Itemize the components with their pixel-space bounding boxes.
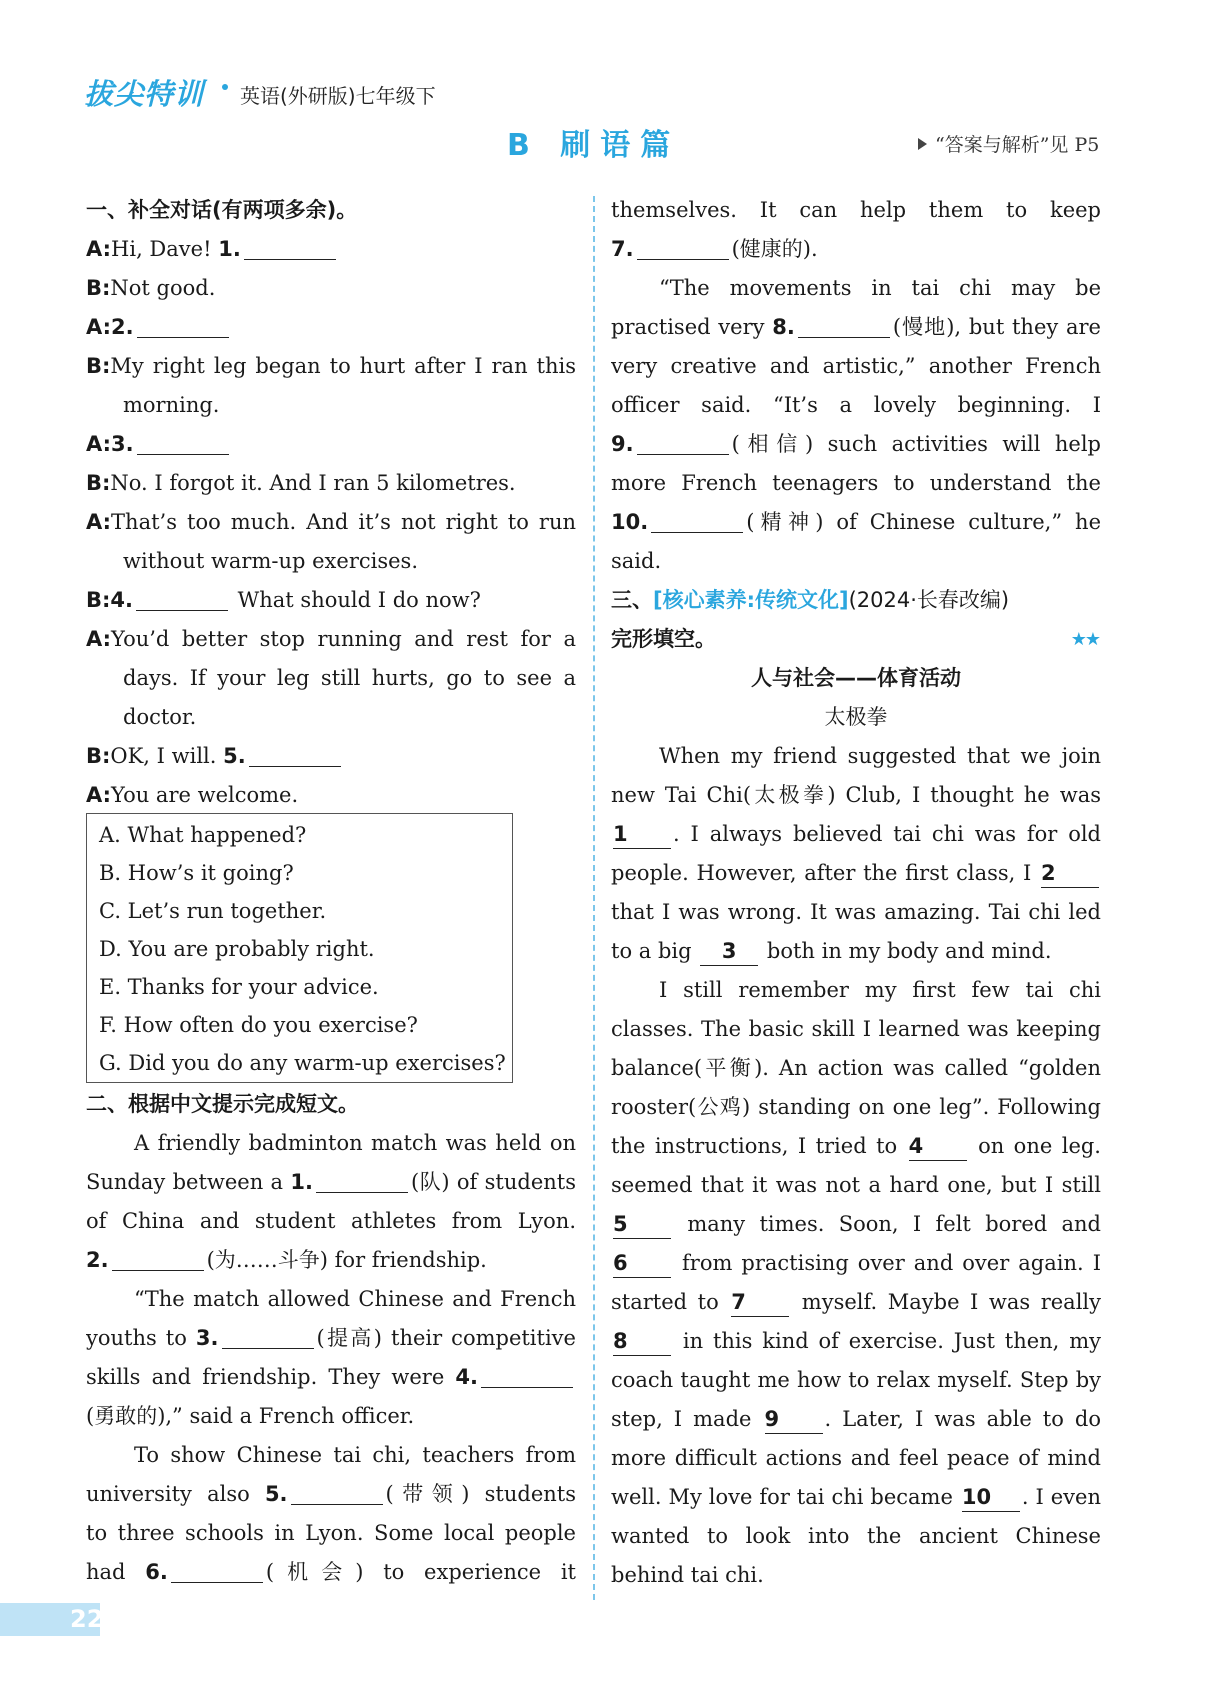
passage-text: both in my body and mind. — [760, 939, 1052, 963]
passage-line — [611, 1010, 1101, 1049]
dialogue-line — [86, 776, 576, 815]
question-number: 7. — [611, 237, 634, 261]
answer-blank[interactable] — [316, 1166, 408, 1193]
dialogue-line — [86, 464, 576, 503]
speaker-label: A: — [86, 237, 112, 261]
speaker-label: A: — [86, 783, 112, 807]
passage-line — [611, 347, 1101, 386]
numbered-blank[interactable]: 6 — [613, 1249, 671, 1278]
section3-tag: [核心素养:传统文化] — [653, 588, 849, 612]
passage-text: (带领) students — [385, 1482, 576, 1506]
passage-line — [611, 1166, 1101, 1205]
passage-line — [611, 893, 1101, 932]
options-list — [87, 816, 512, 1082]
passage-line — [611, 1088, 1101, 1127]
passage-line — [86, 1514, 576, 1553]
dialogue-text: days. If your leg still hurts, go to see a — [123, 666, 576, 690]
question-number: 2. — [111, 315, 134, 339]
passage-text: very creative and artistic,” another French — [611, 354, 1101, 378]
passage-line — [611, 1205, 1101, 1244]
passage-text: from practising over and over again. I — [673, 1251, 1101, 1275]
passage-text: many times. Soon, I felt bored and — [673, 1212, 1101, 1236]
passage-text: . I even — [1021, 1485, 1101, 1509]
answer-blank[interactable] — [112, 1244, 204, 1271]
question-number: 5. — [223, 744, 246, 768]
passage-text: that I was wrong. It was amazing. Tai chi led — [611, 900, 1101, 924]
passage-text: rooster(公鸡) standing on one leg”. Following — [611, 1095, 1101, 1119]
passage-line — [611, 308, 1101, 347]
passage-line — [86, 1280, 576, 1319]
dialogue-text: My right leg began to hurt after I ran this — [110, 354, 576, 378]
passage-line — [611, 815, 1101, 854]
section3-number: 三、 — [611, 588, 653, 612]
dialogue-text: You are welcome. — [111, 783, 299, 807]
passage-text: on one leg. — [978, 1134, 1101, 1158]
passage-text: step, I made — [611, 1407, 763, 1431]
question-number: 10. — [611, 510, 649, 534]
numbered-blank[interactable]: 5 — [613, 1210, 671, 1239]
question-number: 6. — [145, 1560, 168, 1584]
passage-line — [611, 1478, 1101, 1517]
answer-blank[interactable] — [291, 1478, 383, 1505]
passage-line — [86, 1475, 576, 1514]
numbered-blank[interactable]: 9 — [765, 1405, 823, 1434]
passage-line — [611, 425, 1101, 464]
dialogue-line — [86, 620, 576, 659]
dialogue-text: You’d better stop running and rest for a — [111, 627, 576, 651]
speaker-label: B: — [86, 276, 111, 300]
speaker-label: A: — [86, 627, 112, 651]
answer-blank[interactable] — [137, 428, 229, 455]
option-item: B. How’s it going? — [99, 861, 294, 885]
speaker-label: A: — [86, 510, 112, 534]
option-item: E. Thanks for your advice. — [99, 975, 379, 999]
passage-line — [86, 1202, 576, 1241]
option-item: G. Did you do any warm-up exercises? — [99, 1051, 506, 1075]
dialogue-line — [86, 581, 576, 620]
subject-label: 英语(外研版)七年级下 — [240, 84, 436, 108]
dialogue-line — [86, 542, 576, 581]
passage-text: behind tai chi. — [611, 1563, 764, 1587]
answer-reference-text: “答案与解析”见 P5 — [935, 134, 1100, 156]
passage-text: (提高) their competitive — [316, 1326, 576, 1350]
passage-line — [611, 269, 1101, 308]
speaker-label: B: — [86, 471, 111, 495]
answer-blank[interactable] — [637, 233, 729, 260]
passage-line — [611, 1439, 1101, 1478]
passage-text: balance(平衡). An action was called “golden — [611, 1056, 1101, 1080]
passage-line — [86, 1124, 576, 1163]
option-item: C. Let’s run together. — [99, 899, 327, 923]
passage-title: 人与社会——体育活动 — [751, 666, 961, 690]
numbered-blank[interactable]: 8 — [613, 1327, 671, 1356]
question-number: 4. — [455, 1365, 478, 1389]
speaker-label: B: — [86, 588, 111, 612]
passage-text: (勇敢的),” said a French officer. — [86, 1404, 415, 1428]
passage-text: themselves. It can help them to keep — [611, 198, 1101, 222]
passage-line — [611, 1556, 1101, 1595]
passage-text: the instructions, I tried to — [611, 1134, 907, 1158]
passage-line — [611, 932, 1101, 971]
passage-text: university also — [86, 1482, 265, 1506]
dialogue-text: Hi, Dave! — [111, 237, 219, 261]
answer-blank[interactable] — [651, 506, 743, 533]
passage-text: classes. The basic skill I learned was keeping — [611, 1017, 1101, 1041]
passage-text: new Tai Chi(太极拳) Club, I thought he was — [611, 783, 1101, 807]
options-box — [86, 813, 513, 1083]
section3-source: (2024·长春改编) — [848, 588, 1010, 612]
question-number: 2. — [86, 1248, 109, 1272]
passage-line — [611, 1244, 1101, 1283]
passage-line — [611, 1517, 1101, 1556]
passage-line — [611, 776, 1101, 815]
passage-text: well. My love for tai chi became — [611, 1485, 960, 1509]
passage-text: . I always believed tai chi was for old — [673, 822, 1101, 846]
question-number: 3. — [195, 1326, 219, 1350]
dialogue-line — [86, 347, 576, 386]
passage-line — [86, 1163, 576, 1202]
passage-line — [611, 854, 1101, 893]
section2-passage-continued — [611, 191, 1101, 581]
left-column-lower — [86, 1085, 576, 1592]
speaker-label: A: — [86, 432, 112, 456]
numbered-blank[interactable]: 2 — [1041, 859, 1099, 888]
passage-text: . Later, I was able to do — [824, 1407, 1101, 1431]
question-number: 3. — [111, 432, 134, 456]
answer-blank[interactable] — [137, 311, 229, 338]
left-column — [86, 191, 576, 815]
passage-text: youths to — [86, 1326, 196, 1350]
passage-text: (为……斗争) for friendship. — [206, 1248, 487, 1272]
dialogue-text: doctor. — [123, 705, 197, 729]
answer-blank[interactable] — [171, 1556, 263, 1583]
passage-text: When my friend suggested that we join — [659, 744, 1101, 768]
passage-text: coach taught me how to relax myself. Step by — [611, 1368, 1101, 1392]
numbered-blank[interactable]: 10 — [962, 1483, 1020, 1512]
right-column — [611, 191, 1101, 1595]
passage-line — [611, 737, 1101, 776]
passage-line — [611, 971, 1101, 1010]
answer-blank[interactable] — [222, 1322, 314, 1349]
passage-line — [611, 1361, 1101, 1400]
passage-text: (精神) of Chinese culture,” he — [746, 510, 1101, 534]
dialogue-line — [86, 503, 576, 542]
section2-passage — [86, 1124, 576, 1592]
dialogue-text: without warm-up exercises. — [123, 549, 418, 573]
passage-line — [611, 464, 1101, 503]
question-number: 5. — [264, 1482, 288, 1506]
question-number: 1. — [218, 237, 241, 261]
dialogue-line — [86, 386, 576, 425]
passage-text: I still remember my first few tai chi — [659, 978, 1101, 1002]
passage-line — [611, 1127, 1101, 1166]
dialogue-line — [86, 269, 576, 308]
speaker-label: A: — [86, 315, 112, 339]
passage-text: in this kind of exercise. Just then, my — [673, 1329, 1101, 1353]
page-number-tab — [0, 1603, 104, 1636]
brand-logo: 拔尖特训 — [84, 77, 205, 111]
passage-line — [86, 1319, 576, 1358]
page-number: 22 — [70, 1605, 104, 1633]
answer-blank[interactable] — [136, 584, 228, 611]
header-dot — [222, 84, 228, 90]
passage-text: practised very — [611, 315, 773, 339]
passage-text: seemed that it was not a hard one, but I still — [611, 1173, 1101, 1197]
section-title: B 刷语篇 — [507, 128, 681, 163]
question-number: 4. — [110, 588, 133, 612]
passage-text: more difficult actions and feel peace of mind — [611, 1446, 1101, 1470]
section3-instruction: 完形填空。 — [611, 627, 716, 651]
answer-blank[interactable] — [244, 233, 336, 260]
answer-blank[interactable] — [798, 311, 890, 338]
passage-text: said. — [611, 549, 662, 573]
passage-text: To show Chinese tai chi, teachers from — [134, 1443, 576, 1467]
play-triangle-icon — [918, 138, 927, 150]
numbered-blank[interactable]: 3 — [700, 937, 758, 966]
cloze-passage — [611, 737, 1101, 1595]
dialogue-line — [86, 659, 576, 698]
passage-text: to three schools in Lyon. Some local people — [86, 1521, 576, 1545]
passage-line — [86, 1553, 576, 1592]
dialogue-line — [86, 230, 576, 269]
passage-line — [611, 503, 1101, 542]
section1-heading: 一、补全对话(有两项多余)。 — [86, 198, 358, 222]
option-item: F. How often do you exercise? — [99, 1013, 418, 1037]
dialogue-line — [86, 308, 576, 347]
dialogue-text: That’s too much. And it’s not right to run — [111, 510, 576, 534]
difficulty-stars-icon: ★★ — [1070, 629, 1099, 650]
question-number: 9. — [611, 432, 634, 456]
dialogue-text: Not good. — [110, 276, 216, 300]
question-number: 8. — [772, 315, 795, 339]
passage-subtitle: 太极拳 — [824, 705, 888, 729]
passage-text: people. However, after the first class, I — [611, 861, 1039, 885]
passage-line — [611, 1400, 1101, 1439]
passage-line — [86, 1397, 576, 1436]
passage-text: (机会) to experience it — [265, 1560, 576, 1584]
passage-text: “The match allowed Chinese and French — [134, 1287, 576, 1311]
section3-heading — [611, 581, 1101, 620]
dialogue-line — [86, 698, 576, 737]
dialogue-text: morning. — [123, 393, 220, 417]
passage-text: A friendly badminton match was held on — [134, 1131, 576, 1155]
dialogue — [86, 230, 576, 815]
passage-text: (队) of students — [410, 1170, 576, 1194]
answer-reference — [918, 130, 1099, 157]
passage-line — [86, 1241, 576, 1280]
passage-line — [86, 1436, 576, 1475]
speaker-label: B: — [86, 354, 111, 378]
dialogue-text: No. I forgot it. And I ran 5 kilometres. — [110, 471, 516, 495]
passage-text: had — [86, 1560, 146, 1584]
section3-heading-line2 — [611, 620, 1101, 659]
dialogue-text: What should I do now? — [231, 588, 481, 612]
column-divider — [593, 196, 595, 1600]
section2-heading: 二、根据中文提示完成短文。 — [86, 1092, 359, 1116]
dialogue-line — [86, 425, 576, 464]
option-item: D. You are probably right. — [99, 937, 375, 961]
passage-line — [611, 1322, 1101, 1361]
passage-line — [611, 1049, 1101, 1088]
passage-text: wanted to look into the ancient Chinese — [611, 1524, 1101, 1548]
passage-text: Sunday between a — [86, 1170, 291, 1194]
passage-line — [86, 1358, 576, 1397]
numbered-blank[interactable]: 7 — [731, 1288, 789, 1317]
answer-blank[interactable] — [637, 428, 729, 455]
passage-text: skills and friendship. They were — [86, 1365, 456, 1389]
passage-line — [611, 191, 1101, 230]
passage-text: (慢地), but they are — [892, 315, 1101, 339]
numbered-blank[interactable]: 4 — [909, 1132, 967, 1161]
speaker-label: B: — [86, 744, 111, 768]
passage-line — [611, 1283, 1101, 1322]
passage-text: (健康的). — [731, 237, 818, 261]
answer-blank[interactable] — [481, 1361, 573, 1388]
passage-text: started to — [611, 1290, 730, 1314]
answer-blank[interactable] — [249, 740, 341, 767]
passage-text: more French teenagers to understand the — [611, 471, 1101, 495]
passage-line — [611, 386, 1101, 425]
passage-text: myself. Maybe I was really — [791, 1290, 1101, 1314]
passage-line — [611, 230, 1101, 269]
passage-line — [611, 542, 1101, 581]
passage-text: “The movements in tai chi may be — [659, 276, 1101, 300]
passage-text: (相信) such activities will help — [731, 432, 1101, 456]
dialogue-text: OK, I will. — [110, 744, 224, 768]
option-item: A. What happened? — [99, 823, 307, 847]
question-number: 1. — [290, 1170, 313, 1194]
passage-text: officer said. “It’s a lovely beginning. I — [611, 393, 1101, 417]
passage-text: of China and student athletes from Lyon. — [86, 1209, 576, 1233]
numbered-blank[interactable]: 1 — [613, 820, 671, 849]
dialogue-line — [86, 737, 576, 776]
passage-text: to a big — [611, 939, 699, 963]
